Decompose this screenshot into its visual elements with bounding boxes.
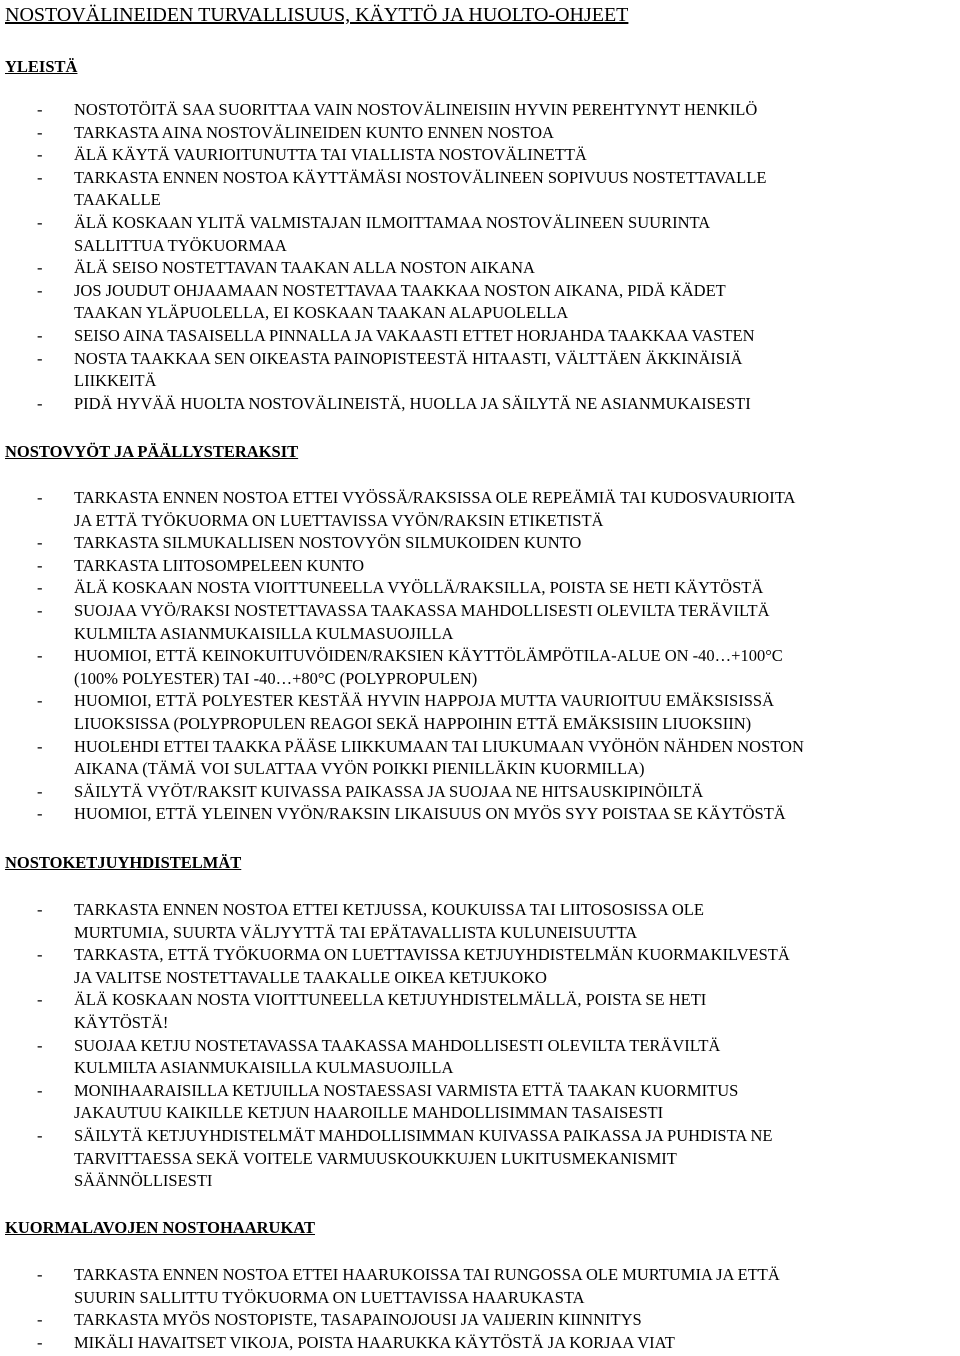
list-item-line: SÄÄNNÖLLISESTI xyxy=(74,1171,213,1191)
list-item-text xyxy=(74,487,958,532)
list-bullet-dash: - xyxy=(37,167,43,187)
list-bullet-dash: - xyxy=(37,393,43,413)
list-item-text xyxy=(74,1309,958,1332)
list-item-line: HUOLEHDI ETTEI TAAKKA PÄÄSE LIIKKUMAAN TAI LIUKUMAAN VYÖHÖN NÄHDEN NOSTON xyxy=(74,736,804,756)
list-bullet-dash: - xyxy=(37,1035,43,1055)
list-bullet-dash: - xyxy=(37,100,43,119)
list-item-line: TARKASTA SILMUKALLISEN NOSTOVYÖN SILMUKOIDEN KUNTO xyxy=(74,533,582,553)
list-bullet-dash: - xyxy=(37,488,43,507)
list-item-text xyxy=(74,736,958,781)
list-bullet-dash: - xyxy=(37,1126,43,1145)
list-item-line: ÄLÄ KÄYTÄ VAURIOITUNUTTA TAI VIALLISTA NOSTOVÄLINETTÄ xyxy=(74,145,587,165)
list-item-line: ÄLÄ KOSKAAN NOSTA VIOITTUNEELLA VYÖLLÄ/RAKSILLA, POISTA SE HETI KÄYTÖSTÄ xyxy=(74,578,764,598)
list-item-line: TARKASTA MYÖS NOSTOPISTE, TASAPAINOJOUSI JA VAIJERIN KIINNITYS xyxy=(74,1310,642,1330)
list-bullet-dash: - xyxy=(37,533,43,553)
list-item-line: TARKASTA ENNEN NOSTOA ETTEI HAARUKOISSA TAI RUNGOSSA OLE MURTUMIA JA ETTÄ xyxy=(74,1265,780,1284)
list-bullet-dash: - xyxy=(37,990,43,1010)
list-item-text xyxy=(74,690,958,735)
list-item-line: MURTUMIA, SUURTA VÄLJYYTTÄ TAI EPÄTAVALLISTA KULUNEISUUTTA xyxy=(74,922,638,942)
list-item-line: JOS JOUDUT OHJAAMAAN NOSTETTAVAA TAAKKAA NOSTON AIKANA, PIDÄ KÄDET xyxy=(74,280,726,300)
list-bullet-dash: - xyxy=(37,646,43,666)
list-bullet-dash: - xyxy=(37,1310,43,1330)
list-bullet-dash: - xyxy=(37,326,43,345)
list-item-text xyxy=(74,1080,958,1125)
list-bullet-dash: - xyxy=(37,258,43,278)
list-bullet-dash: - xyxy=(37,804,43,824)
document-title: NOSTOVÄLINEIDEN TURVALLISUUS, KÄYTTÖ JA HUOLTO-OHJEET xyxy=(5,4,629,26)
list-item-line: ÄLÄ KOSKAAN YLITÄ VALMISTAJAN ILMOITTAMAA NOSTOVÄLINEEN SUURINTA xyxy=(74,213,711,232)
list-item-line: ÄLÄ SEISO NOSTETTAVAN TAAKAN ALLA NOSTON AIKANA xyxy=(74,258,535,278)
list-item-text xyxy=(74,144,958,167)
list-bullet-dash: - xyxy=(37,691,43,711)
list-item-text xyxy=(74,803,958,826)
list-item-line: HUOMIOI, ETTÄ POLYESTER KESTÄÄ HYVIN HAPPOJA MUTTA VAURIOITUU EMÄKSISISSÄ xyxy=(74,691,774,711)
list-bullet-dash: - xyxy=(37,601,43,620)
list-item-text xyxy=(74,348,958,393)
list-item-text xyxy=(74,393,958,416)
list-item-text xyxy=(74,1332,958,1355)
list-bullet-dash: - xyxy=(37,1332,43,1352)
list-item-line: SÄILYTÄ VYÖT/RAKSIT KUIVASSA PAIKASSA JA SUOJAA NE HITSAUSKIPINÖILTÄ xyxy=(74,781,704,801)
list-item-text xyxy=(74,167,958,212)
list-item-line: HUOMIOI, ETTÄ YLEINEN VYÖN/RAKSIN LIKAISUUS ON MYÖS SYY POISTAA SE KÄYTÖSTÄ xyxy=(74,804,786,824)
list-bullet-dash: - xyxy=(37,555,43,575)
list-item-text xyxy=(74,600,958,645)
list-item-text xyxy=(74,1125,958,1193)
list-item-text xyxy=(74,1035,958,1080)
list-item-text xyxy=(74,781,958,804)
list-item-text xyxy=(74,944,958,989)
list-item-text xyxy=(74,325,958,348)
list-bullet-dash: - xyxy=(37,945,43,965)
list-item-line: SUOJAA KETJU NOSTETAVASSA TAAKASSA MAHDOLLISESTI OLEVILTA TERÄVILTÄ xyxy=(74,1035,721,1055)
section-heading: YLEISTÄ xyxy=(5,57,78,76)
list-item-line: KÄYTÖSTÄ! xyxy=(74,1012,169,1032)
list-item-line: TARKASTA ENNEN NOSTOA ETTEI VYÖSSÄ/RAKSISSA OLE REPEÄMIÄ TAI KUDOSVAURIOITA xyxy=(74,488,796,507)
list-item-line: SUURIN SALLITTU TYÖKUORMA ON LUETTAVISSA HAARUKASTA xyxy=(74,1287,585,1307)
list-item-line: LIUOKSISSA (POLYPROPULEN REAGOI SEKÄ HAPPOIHIN ETTÄ EMÄKSISIIN LIUOKSIIN) xyxy=(74,713,752,733)
list-item-line: ÄLÄ KOSKAAN NOSTA VIOITTUNEELLA KETJUYHDISTELMÄLLÄ, POISTA SE HETI xyxy=(74,990,707,1010)
list-item-text xyxy=(74,212,958,257)
list-item-text xyxy=(74,257,958,280)
list-bullet-dash: - xyxy=(37,781,43,801)
list-bullet-dash: - xyxy=(37,1080,43,1100)
list-item-line: HUOMIOI, ETTÄ KEINOKUITUVÖIDEN/RAKSIEN KÄYTTÖLÄMPÖTILA-ALUE ON -40…+100°C xyxy=(74,646,783,666)
list-item-line: SÄILYTÄ KETJUYHDISTELMÄT MAHDOLLISIMMAN KUIVASSA PAIKASSA JA PUHDISTA NE xyxy=(74,1126,773,1145)
list-item-line: KULMILTA ASIANMUKAISILLA KULMASUOJILLA xyxy=(74,1058,454,1078)
list-item-line: JAKAUTUU KAIKILLE KETJUN HAAROILLE MAHDOLLISIMMAN TASAISESTI xyxy=(74,1103,664,1123)
list-item-line: TARKASTA ENNEN NOSTOA KÄYTTÄMÄSI NOSTOVÄLINEEN SOPIVUUS NOSTETTAVALLE xyxy=(74,167,767,187)
list-item-line: TARKASTA, ETTÄ TYÖKUORMA ON LUETTAVISSA KETJUYHDISTELMÄN KUORMAKILVESTÄ xyxy=(74,945,790,965)
list-item-line: TARVITTAESSA SEKÄ VOITELE VARMUUSKOUKKUJEN LUKITUSMEKANISMIT xyxy=(74,1148,677,1168)
list-item-line: SUOJAA VYÖ/RAKSI NOSTETTAVASSA TAAKASSA MAHDOLLISESTI OLEVILTA TERÄVILTÄ xyxy=(74,601,770,620)
list-item-line: AIKANA (TÄMÄ VOI SULATTAA VYÖN POIKKI PIENILLÄKIN KUORMILLA) xyxy=(74,759,645,779)
section-heading: NOSTOKETJUYHDISTELMÄT xyxy=(5,853,242,872)
list-item-line: TARKASTA LIITOSOMPELEEN KUNTO xyxy=(74,555,365,575)
list-item-line: JA VALITSE NOSTETTAVALLE TAAKALLE OIKEA KETJUKOKO xyxy=(74,967,547,987)
list-item-text xyxy=(74,577,958,600)
list-bullet-dash: - xyxy=(37,145,43,165)
list-bullet-dash: - xyxy=(37,1265,43,1284)
list-item-text xyxy=(74,555,958,578)
list-bullet-dash: - xyxy=(37,578,43,598)
list-item-line: SEISO AINA TASAISELLA PINNALLA JA VAKAASTI ETTET HORJAHDA TAAKKAA VASTEN xyxy=(74,326,755,345)
section-heading: KUORMALAVOJEN NOSTOHAARUKAT xyxy=(5,1218,315,1237)
section-heading: NOSTOVYÖT JA PÄÄLLYSTERAKSIT xyxy=(5,442,299,461)
list-item-text xyxy=(74,645,958,690)
list-bullet-dash: - xyxy=(37,900,43,919)
list-item-line: KULMILTA ASIANMUKAISILLA KULMASUOJILLA xyxy=(74,623,454,643)
list-item-line: TAAKALLE xyxy=(74,190,161,210)
list-item-line: MIKÄLI HAVAITSET VIKOJA, POISTA HAARUKKA KÄYTÖSTÄ JA KORJAA VIAT xyxy=(74,1332,675,1352)
list-item-line: TARKASTA AINA NOSTOVÄLINEIDEN KUNTO ENNEN NOSTOA xyxy=(74,122,554,142)
list-item-line: TARKASTA ENNEN NOSTOA ETTEI KETJUSSA, KOUKUISSA TAI LIITOSOSISSA OLE xyxy=(74,900,704,919)
list-item-text xyxy=(74,122,958,145)
list-item-line: MONIHAARAISILLA KETJUILLA NOSTAESSASI VARMISTA ETTÄ TAAKAN KUORMITUS xyxy=(74,1080,739,1100)
list-bullet-dash: - xyxy=(37,122,43,142)
list-item-line: (100% POLYESTER) TAI -40…+80°C (POLYPROPULEN) xyxy=(74,668,478,688)
list-item-line: NOSTOTÖITÄ SAA SUORITTAA VAIN NOSTOVÄLINEISIIN HYVIN PEREHTYNYT HENKILÖ xyxy=(74,100,758,119)
list-item-text xyxy=(74,280,958,325)
list-bullet-dash: - xyxy=(37,736,43,756)
list-item-text xyxy=(74,99,958,122)
list-item-line: PIDÄ HYVÄÄ HUOLTA NOSTOVÄLINEISTÄ, HUOLLA JA SÄILYTÄ NE ASIANMUKAISESTI xyxy=(74,393,751,413)
list-bullet-dash: - xyxy=(37,213,43,232)
list-item-line: NOSTA TAAKKAA SEN OIKEASTA PAINOPISTEESTÄ HITAASTI, VÄLTTÄEN ÄKKINÄISIÄ xyxy=(74,348,743,368)
list-item-line: SALLITTUA TYÖKUORMAA xyxy=(74,235,287,255)
list-item-text xyxy=(74,899,958,944)
list-item-line: LIIKKEITÄ xyxy=(74,371,157,391)
list-item-text xyxy=(74,989,958,1034)
list-item-line: JA ETTÄ TYÖKUORMA ON LUETTAVISSA VYÖN/RAKSIN ETIKETISTÄ xyxy=(74,510,604,530)
list-item-text xyxy=(74,1264,958,1309)
list-item-line: TAAKAN YLÄPUOLELLA, EI KOSKAAN TAAKAN ALAPUOLELLA xyxy=(74,303,569,323)
list-bullet-dash: - xyxy=(37,348,43,368)
list-bullet-dash: - xyxy=(37,280,43,300)
list-item-text xyxy=(74,532,958,555)
